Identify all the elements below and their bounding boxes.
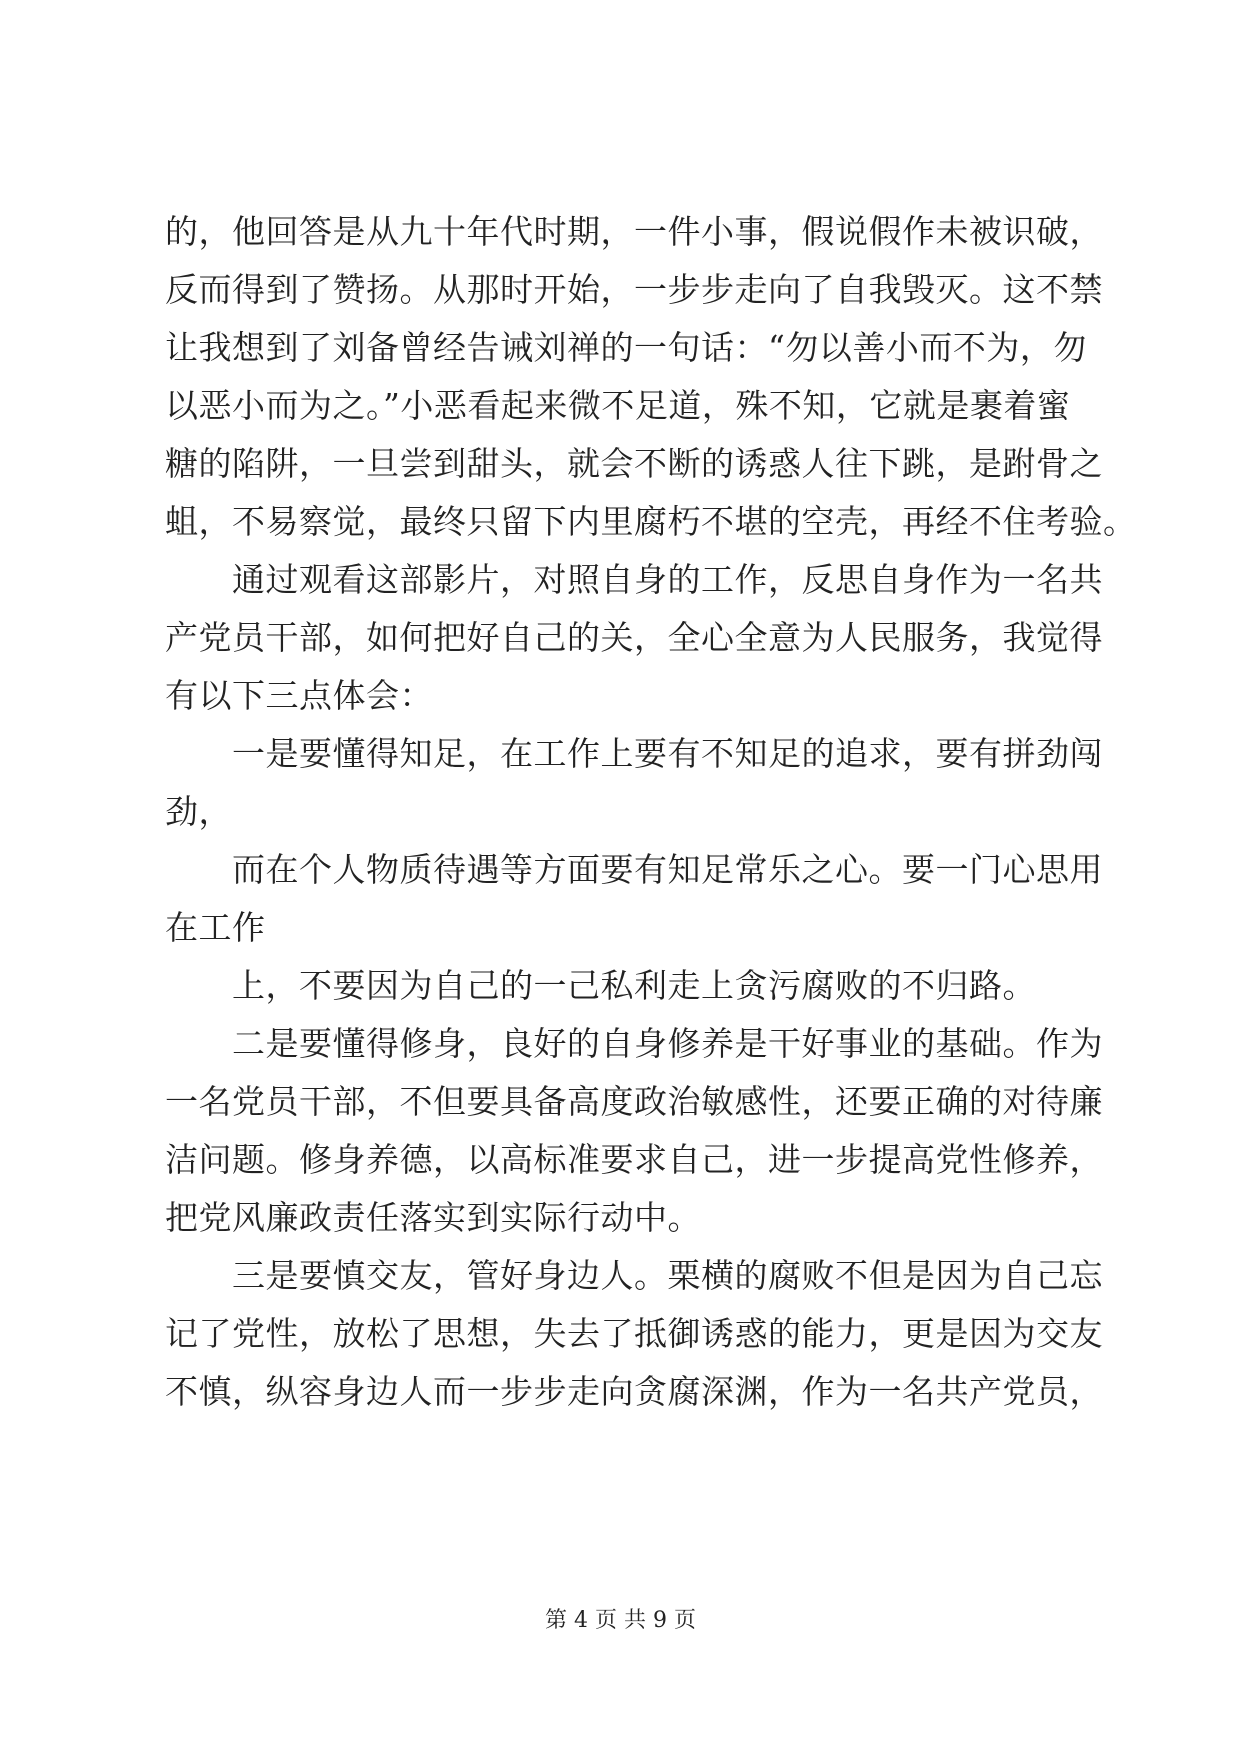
page-number-footer: 第 4 页 共 9 页 (545, 1608, 696, 1633)
paragraph-2-line-1: 通过观看这部影片，对照自身的工作，反思自身作为一名共 (232, 560, 1103, 599)
body-line-4: 以恶小而为之。”小恶看起来微不足道，殊不知，它就是裹着蜜 (165, 386, 1071, 425)
point-3-line-1: 三是要慎交友，管好身边人。栗横的腐败不但是因为自己忘 (232, 1256, 1103, 1295)
point-2-line-1: 二是要懂得修身，良好的自身修养是干好事业的基础。作为 (232, 1024, 1103, 1063)
body-line-1: 的，他回答是从九十年代时期，一件小事，假说假作未被识破， (165, 212, 1103, 251)
body-line-3: 让我想到了刘备曾经告诫刘禅的一句话：“勿以善小而不为，勿 (165, 328, 1087, 367)
point-3-line-3: 不慎，纵容身边人而一步步走向贪腐深渊，作为一名共产党员， (165, 1372, 1103, 1411)
body-line-5: 糖的陷阱，一旦尝到甜头，就会不断的诱惑人往下跳，是跗骨之 (165, 444, 1103, 483)
point-1-line-5: 上，不要因为自己的一己私利走上贪污腐败的不归路。 (232, 966, 1036, 1005)
point-1-line-1: 一是要懂得知足，在工作上要有不知足的追求，要有拼劲闯 (232, 734, 1103, 773)
point-2-line-3: 洁问题。修身养德，以高标准要求自己，进一步提高党性修养， (165, 1140, 1103, 1179)
body-line-6: 蛆，不易察觉，最终只留下内里腐朽不堪的空壳，再经不住考验。 (165, 502, 1137, 541)
paragraph-2-line-2: 产党员干部，如何把好自己的关，全心全意为人民服务，我觉得 (165, 618, 1103, 657)
point-2-line-2: 一名党员干部，不但要具备高度政治敏感性，还要正确的对待廉 (165, 1082, 1103, 1121)
paragraph-2-line-3: 有以下三点体会： (165, 676, 433, 715)
point-1-line-3: 而在个人物质待遇等方面要有知足常乐之心。要一门心思用 (232, 850, 1103, 889)
point-1-line-4: 在工作 (165, 908, 266, 947)
point-2-line-4: 把党风廉政责任落实到实际行动中。 (165, 1198, 701, 1237)
body-line-2: 反而得到了赞扬。从那时开始，一步步走向了自我毁灭。这不禁 (165, 270, 1103, 309)
point-3-line-2: 记了党性，放松了思想，失去了抵御诱惑的能力，更是因为交友 (165, 1314, 1103, 1353)
point-1-line-2: 劲， (165, 792, 232, 831)
